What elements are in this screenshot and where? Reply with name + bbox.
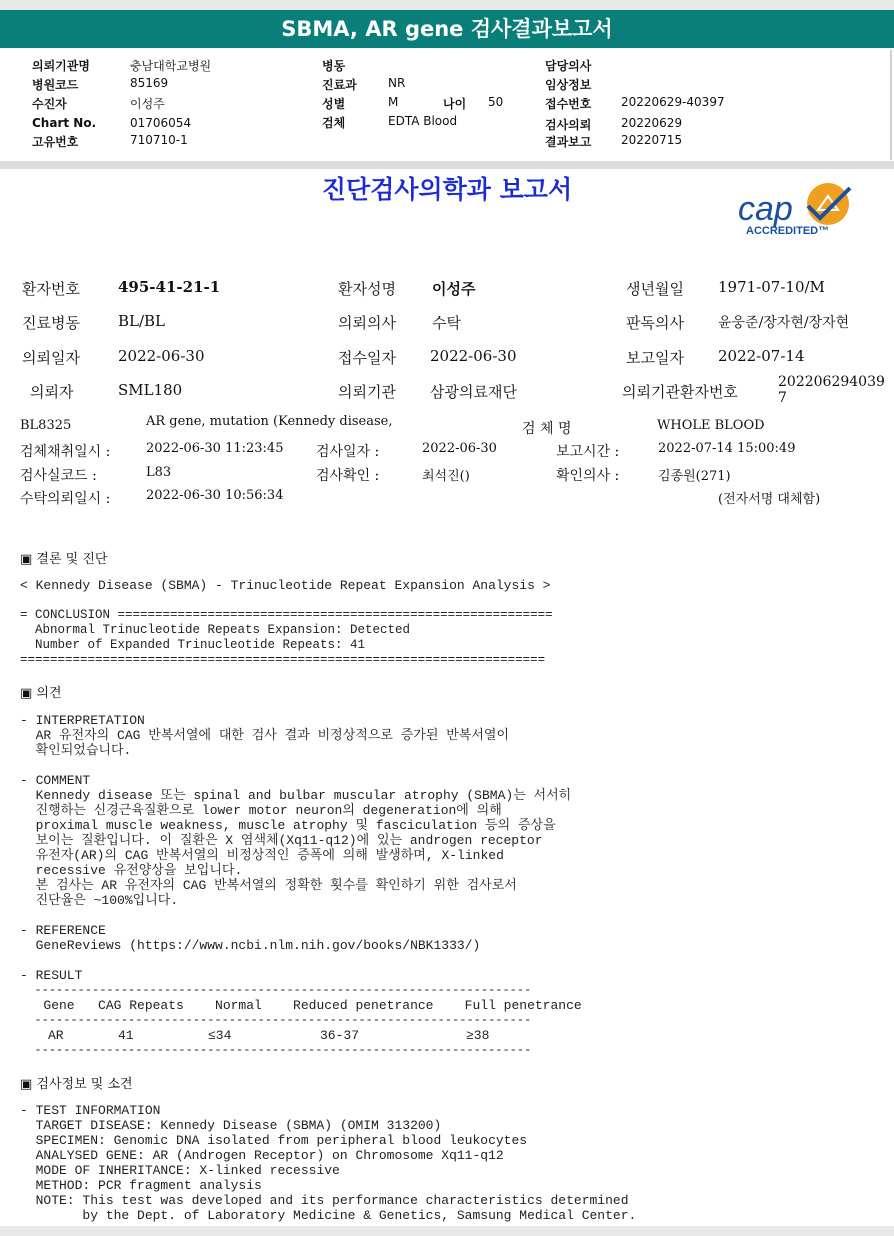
section-divider	[0, 161, 894, 169]
specimen-label: 검 체 명	[522, 421, 572, 437]
info-value: 삼광의료재단	[430, 383, 517, 401]
hdr-label: 진료과	[322, 78, 357, 92]
hdr-label: 접수번호	[545, 97, 592, 111]
conclusion-block: = CONCLUSION ========================================================== Abnormal Trinucleotide Repeats Expansion: Detected Number of Expanded Trinucleotide Repeats: 41 ======================================================================	[20, 608, 553, 667]
hdr-value: M	[388, 95, 399, 109]
time-label: 보고시간 :	[556, 444, 620, 460]
hdr-value: 20220715	[621, 133, 683, 147]
specimen-value: WHOLE BLOOD	[657, 418, 765, 433]
hdr-value: 50	[488, 95, 504, 109]
time-label: 검사확인 :	[316, 468, 380, 484]
hdr-value: 이성주	[130, 97, 165, 111]
result-cag: 41	[118, 1028, 134, 1043]
esign-note: (전자서명 대체함)	[718, 492, 821, 507]
result-full: ≥38	[466, 1028, 490, 1043]
info-value: 이성주	[432, 280, 476, 298]
cap-logo-circle	[807, 183, 849, 225]
time-label: 검사일자 :	[316, 444, 380, 460]
info-label: 판독의사	[626, 314, 684, 332]
info-value: 윤웅준/장자현/장자현	[718, 315, 850, 331]
bottom-strip	[0, 1226, 894, 1236]
hdr-value: NR	[388, 76, 406, 90]
hdr-value: 710710-1	[130, 133, 188, 147]
result-label: - RESULT	[20, 968, 83, 983]
hdr-label: Chart No.	[32, 116, 97, 130]
info-label: 의뢰자	[30, 383, 74, 401]
info-value: SML180	[118, 381, 183, 399]
info-value: 202206294039	[778, 374, 885, 390]
section-heading-testinfo: ▣ 검사정보 및 소견	[20, 1077, 133, 1092]
time-label: 수탁의뢰일시 :	[20, 491, 111, 507]
time-label: 확인의사 :	[556, 468, 620, 484]
test-name: AR gene, mutation (Kennedy disease,	[146, 414, 393, 429]
info-label: 보고일자	[626, 349, 684, 367]
hdr-label: 담당의사	[545, 59, 592, 73]
hdr-value: 20220629	[621, 116, 683, 130]
cap-accredited-logo	[736, 180, 856, 238]
hdr-label: 결과보고	[545, 135, 592, 149]
test-info-block: - TEST INFORMATION TARGET DISEASE: Kennedy Disease (SBMA) (OMIM 313200) SPECIMEN: Genomic DNA isolated from peripheral blood leukocytes ANALYSED GENE: AR (Androgen Receptor) on Chromosome Xq11-q12 MODE OF INHERITANCE: X-linked recessive METHOD: PCR fragment analysis NOTE: This test was developed and its performance characteristics determined by the Dept. of Laboratory Medicine & Genetics, Samsung Medical Center.	[20, 1103, 637, 1223]
info-value: BL/BL	[118, 312, 166, 330]
time-value: 최석진()	[422, 469, 470, 484]
result-rule: ---------------------------------------------------------------------	[20, 1043, 532, 1057]
hdr-label: 검체	[322, 116, 346, 130]
hdr-label: 검사의뢰	[545, 118, 592, 132]
info-value: 2022-07-14	[718, 347, 805, 365]
info-label: 의뢰기관	[338, 383, 396, 401]
result-rule: ---------------------------------------------------------------------	[20, 1013, 532, 1027]
hdr-label: 의뢰기관명	[32, 59, 90, 73]
info-value-wrap: 7	[778, 390, 787, 406]
cap-logo-word: cap	[738, 190, 793, 228]
result-gene: AR	[48, 1028, 64, 1043]
report-title: 진단검사의학과 보고서	[321, 175, 573, 204]
time-value: 2022-06-30	[422, 441, 497, 456]
hdr-label: 고유번호	[32, 135, 79, 149]
info-label: 의뢰의사	[338, 314, 396, 332]
section-heading-opinion: ▣ 의견	[20, 686, 62, 701]
comment-block: - COMMENT Kennedy disease 또는 spinal and bulbar muscular atrophy (SBMA)는 서서히 진행하는 신경근육질환으로 lower motor neuron의 degeneration에 의해 proximal muscle weakness, muscle atrophy 및 fasciculation 등의 증상을 보이는 질환입니다. 이 질환은 X 염색체(Xq11-q12)에 있는 androgen receptor 유전자(AR)의 CAG 반복서열의 비정상적인 증폭에 의해 발생하며, X-linked recessive 유전양상을 보입니다. 본 검사는 AR 유전자의 CAG 반복서열의 정확한 횟수를 확인하기 위한 검사로서 진단율은 ~100%입니다.	[20, 773, 572, 908]
time-value: 2022-07-14 15:00:49	[658, 441, 796, 456]
analysis-title: < Kennedy Disease (SBMA) - Trinucleotide Repeat Expansion Analysis >	[20, 578, 551, 593]
result-rule: ---------------------------------------------------------------------	[20, 983, 532, 997]
hdr-label: 임상정보	[545, 78, 592, 92]
result-header: Gene CAG Repeats Normal Reduced penetrance Full penetrance	[20, 998, 582, 1013]
hdr-label: 병원코드	[32, 78, 79, 92]
time-value: 김종원(271)	[658, 469, 731, 484]
time-value: 2022-06-30 11:23:45	[146, 441, 284, 456]
hdr-value: 01706054	[130, 116, 192, 130]
info-label: 진료병동	[22, 314, 80, 332]
top-strip	[0, 0, 894, 10]
hdr-label: 나이	[443, 97, 467, 111]
info-label: 접수일자	[338, 349, 396, 367]
info-value: 1971-07-10/M	[718, 278, 825, 296]
hdr-label: 성별	[322, 97, 346, 111]
hdr-value: 85169	[130, 76, 169, 90]
result-normal: ≤34	[208, 1028, 232, 1043]
info-label: 생년월일	[626, 280, 684, 298]
interpretation-block: - INTERPRETATION AR 유전자의 CAG 반복서열에 대한 검사 결과 비정상적으로 증가된 반복서열이 확인되었습니다.	[20, 713, 510, 758]
hdr-label: 수진자	[32, 97, 67, 111]
hdr-value: 20220629-40397	[621, 95, 725, 109]
info-label: 의뢰기관환자번호	[622, 383, 738, 401]
header-right-border	[890, 50, 892, 160]
time-value: 2022-06-30 10:56:34	[146, 488, 284, 503]
test-code: BL8325	[20, 418, 72, 433]
info-label: 의뢰일자	[22, 349, 80, 367]
reference-block: - REFERENCE GeneReviews (https://www.ncbi.nlm.nih.gov/books/NBK1333/)	[20, 923, 481, 953]
hdr-label: 병동	[322, 59, 346, 73]
info-value: 2022-06-30	[430, 347, 517, 365]
hdr-value: 충남대학교병원	[130, 59, 212, 73]
hdr-value: EDTA Blood	[388, 114, 458, 128]
info-value: 2022-06-30	[118, 347, 205, 365]
time-label: 검체채취일시 :	[20, 444, 111, 460]
info-value: 수탁	[432, 314, 461, 332]
time-label: 검사실코드 :	[20, 468, 97, 484]
time-value: L83	[146, 465, 172, 480]
info-label: 환자성명	[338, 280, 396, 298]
result-reduced: 36-37	[320, 1028, 360, 1043]
info-label: 환자번호	[22, 280, 80, 298]
cap-logo-sub: ACCREDITED™	[746, 225, 830, 237]
section-heading-conclusion: ▣ 결론 및 진단	[20, 552, 108, 567]
info-value: 495-41-21-1	[118, 278, 221, 296]
report-banner-title: SBMA, AR gene 검사결과보고서	[0, 10, 894, 48]
